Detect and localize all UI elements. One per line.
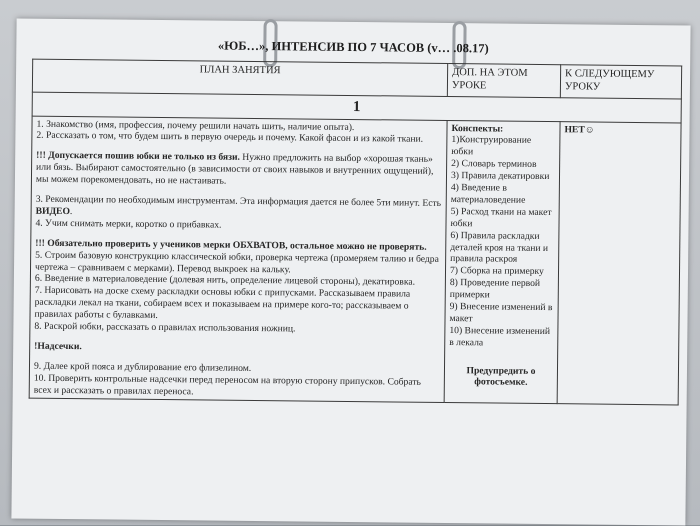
plan-item-1: 1. Знакомство (имя, профессия, почему решили начать шить, наличие опыта).	[36, 118, 355, 133]
document-page	[11, 18, 690, 525]
notes-item: 5) Расход ткани на макет юбки	[450, 205, 552, 229]
notes-item: 7) Сборка на примерку	[449, 265, 544, 278]
plan-note-notches: !Надсечки.	[34, 340, 82, 353]
notes-title: Конспекты:	[451, 122, 504, 135]
plan-item-3-video: ВИДЕО	[35, 205, 71, 217]
plan-item-7: 7. Нарисовать на доске схему раскладки основы юбки с припусками. Рассказываем правила раскладки лекал на ткани, собираем всех и показываем на примере кого-то; рассказываем о правилах работы с булавками.	[34, 284, 411, 322]
notes-item: 9) Внесение изменений в макет	[449, 300, 553, 325]
plan-item-5: 5. Строим базовую конструкцию классической юбки, проверка чертежа (промеряем талию и бедра чертежа – сравниваем с мерками). Перевод выкроек на кальку.	[34, 249, 439, 275]
plan-item-4: 4. Учим снимать мерки, коротко о прибавках.	[35, 217, 222, 231]
plan-note-measurements: !!! Обязательно проверить у учеников мерки ОБХВАТОВ, остальное можно не проверять.	[35, 237, 427, 253]
plan-item-6: 6. Введение в материаловедение (долевая нить, определение лицевой стороны), декатировка.	[34, 273, 416, 289]
lesson-content-row	[29, 116, 681, 406]
plan-item-2: 2. Рассказать о том, что будем шить в первую очередь и почему. Какой фасон и из какой ткани.	[36, 130, 424, 146]
photo-warning: Предупредить о фотосъемке.	[466, 364, 536, 389]
notes-item: 1)Конструирование юбки	[451, 134, 532, 158]
plan-item-10: 10. Проверить контрольные надсечки перед переносом на вторую сторону припусков. Собрать всех и рассказать о правилах переноса.	[33, 372, 422, 397]
plan-cell	[29, 116, 447, 403]
column-header-plan: ПЛАН ЗАНЯТИЯ	[32, 59, 447, 96]
notes-item: 8) Проведение первой примерки	[449, 277, 541, 301]
notes-item: 2) Словарь терминов	[451, 158, 537, 171]
plan-item-9: 9. Далее крой пояса и дублирование его флизелином.	[33, 360, 252, 374]
plan-note-fabric-text: Нужно предложить на выбор «хорошая ткань» или бязь. Выбирают самостоятельно (в зависимости от своих навыков и внутренних ощущений), мы можем порекомендовать, но не настаивать.	[35, 152, 434, 187]
plan-item-3-text: 3. Рекомендации по необходимым инструментам. Эта информация дается не более 5ти минут. Есть	[35, 193, 442, 209]
next-lesson-cell	[557, 121, 681, 405]
notes-item: 10) Внесение изменений в лекала	[449, 324, 551, 349]
page-title: «ЮБ…», ИНТЕНСИВ ПО 7 ЧАСОВ (v… .08.17)	[217, 38, 489, 56]
plan-item-8: 8. Раскрой юбки, рассказать о правилах использования ножниц.	[34, 320, 296, 335]
next-lesson-text: НЕТ☺	[564, 123, 595, 136]
notes-item: 4) Введение в материаловедение	[450, 182, 526, 206]
notes-item: 6) Правила раскладки деталей кроя на ткани и правила раскроя	[450, 229, 549, 266]
lesson-plan-table	[29, 59, 683, 406]
extra-cell	[444, 120, 560, 404]
lesson-number: 1	[32, 92, 681, 122]
plan-note-fabric	[36, 150, 442, 190]
notes-item: 3) Правила декатировки	[450, 170, 550, 183]
column-header-next: К СЛЕДУЮЩЕМУ УРОКУ	[560, 65, 681, 99]
plan-note-fabric-bold: !!! Допускается пошив юбки не только из бязи.	[36, 150, 240, 164]
plan-item-3-end: .	[69, 205, 73, 218]
column-header-extra: ДОП. НА ЭТОМ УРОКЕ	[447, 64, 560, 98]
